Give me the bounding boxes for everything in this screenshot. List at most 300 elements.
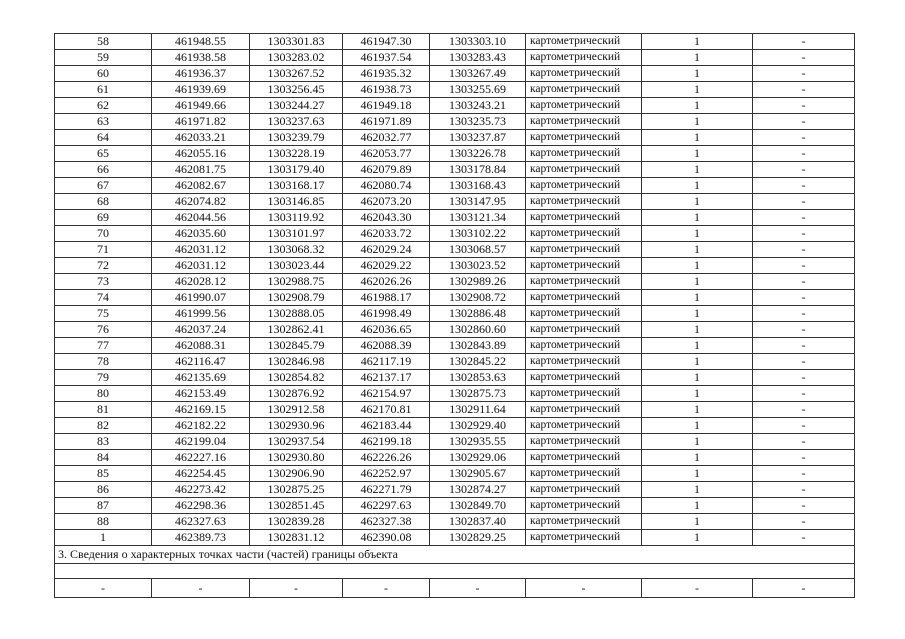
dash-cell: - [526, 579, 642, 598]
accuracy-value: 1 [642, 370, 753, 386]
y-coordinate-refined: 1303243.21 [430, 98, 526, 114]
dash-cell: - [152, 579, 250, 598]
determination-method: картометрический [526, 530, 642, 546]
table-row [55, 178, 855, 194]
x-coordinate-existing: 461990.07 [152, 290, 250, 306]
table-row [55, 482, 855, 498]
note-value: - [753, 162, 855, 178]
note-value: - [753, 418, 855, 434]
y-coordinate-existing: 1302988.75 [250, 274, 343, 290]
y-coordinate-refined: 1303068.57 [430, 242, 526, 258]
x-coordinate-refined: 462026.26 [343, 274, 430, 290]
note-value: - [753, 98, 855, 114]
determination-method: картометрический [526, 290, 642, 306]
y-coordinate-existing: 1303146.85 [250, 194, 343, 210]
y-coordinate-refined: 1303121.34 [430, 210, 526, 226]
y-coordinate-refined: 1303226.78 [430, 146, 526, 162]
table-row [55, 50, 855, 66]
point-number: 69 [55, 210, 152, 226]
point-number: 86 [55, 482, 152, 498]
accuracy-value: 1 [642, 530, 753, 546]
determination-method: картометрический [526, 434, 642, 450]
accuracy-value: 1 [642, 210, 753, 226]
note-value: - [753, 386, 855, 402]
x-coordinate-refined: 462036.65 [343, 322, 430, 338]
note-value: - [753, 338, 855, 354]
accuracy-value: 1 [642, 434, 753, 450]
determination-method: картометрический [526, 498, 642, 514]
x-coordinate-existing: 462081.75 [152, 162, 250, 178]
table-row [55, 322, 855, 338]
y-coordinate-refined: 1303303.10 [430, 34, 526, 50]
dash-cell: - [430, 579, 526, 598]
y-coordinate-existing: 1303267.52 [250, 66, 343, 82]
y-coordinate-refined: 1303283.43 [430, 50, 526, 66]
accuracy-value: 1 [642, 242, 753, 258]
x-coordinate-refined: 461949.18 [343, 98, 430, 114]
table-row [55, 274, 855, 290]
y-coordinate-existing: 1303239.79 [250, 130, 343, 146]
table-row [55, 114, 855, 130]
point-number: 85 [55, 466, 152, 482]
y-coordinate-refined: 1303168.43 [430, 178, 526, 194]
point-number: 1 [55, 530, 152, 546]
determination-method: картометрический [526, 194, 642, 210]
accuracy-value: 1 [642, 498, 753, 514]
x-coordinate-refined: 462327.38 [343, 514, 430, 530]
y-coordinate-refined: 1302911.64 [430, 402, 526, 418]
dash-cell: - [343, 579, 430, 598]
y-coordinate-refined: 1302929.40 [430, 418, 526, 434]
y-coordinate-refined: 1303023.52 [430, 258, 526, 274]
x-coordinate-existing: 462044.56 [152, 210, 250, 226]
determination-method: картометрический [526, 242, 642, 258]
point-number: 70 [55, 226, 152, 242]
x-coordinate-refined: 462154.97 [343, 386, 430, 402]
y-coordinate-existing: 1303068.32 [250, 242, 343, 258]
determination-method: картометрический [526, 354, 642, 370]
table-row [55, 34, 855, 50]
y-coordinate-existing: 1303228.19 [250, 146, 343, 162]
section-3-row [55, 546, 855, 564]
x-coordinate-existing: 461949.66 [152, 98, 250, 114]
x-coordinate-existing: 462116.47 [152, 354, 250, 370]
point-number: 79 [55, 370, 152, 386]
accuracy-value: 1 [642, 82, 753, 98]
accuracy-value: 1 [642, 274, 753, 290]
table-row [55, 386, 855, 402]
x-coordinate-refined: 461998.49 [343, 306, 430, 322]
accuracy-value: 1 [642, 98, 753, 114]
determination-method: картометрический [526, 418, 642, 434]
y-coordinate-existing: 1302930.80 [250, 450, 343, 466]
x-coordinate-refined: 462080.74 [343, 178, 430, 194]
y-coordinate-refined: 1303267.49 [430, 66, 526, 82]
y-coordinate-refined: 1302845.22 [430, 354, 526, 370]
y-coordinate-existing: 1302846.98 [250, 354, 343, 370]
table-row [55, 258, 855, 274]
determination-method: картометрический [526, 450, 642, 466]
note-value: - [753, 114, 855, 130]
y-coordinate-existing: 1303301.83 [250, 34, 343, 50]
accuracy-value: 1 [642, 418, 753, 434]
note-value: - [753, 146, 855, 162]
table-row [55, 130, 855, 146]
y-coordinate-refined: 1302843.89 [430, 338, 526, 354]
y-coordinate-existing: 1303256.45 [250, 82, 343, 98]
x-coordinate-refined: 462029.24 [343, 242, 430, 258]
y-coordinate-existing: 1303237.63 [250, 114, 343, 130]
note-value: - [753, 322, 855, 338]
x-coordinate-refined: 462088.39 [343, 338, 430, 354]
accuracy-value: 1 [642, 130, 753, 146]
table-row [55, 98, 855, 114]
table-row [55, 418, 855, 434]
y-coordinate-existing: 1302908.79 [250, 290, 343, 306]
x-coordinate-existing: 462227.16 [152, 450, 250, 466]
y-coordinate-existing: 1302906.90 [250, 466, 343, 482]
accuracy-value: 1 [642, 50, 753, 66]
point-number: 76 [55, 322, 152, 338]
y-coordinate-refined: 1302875.73 [430, 386, 526, 402]
note-value: - [753, 258, 855, 274]
x-coordinate-existing: 462199.04 [152, 434, 250, 450]
x-coordinate-existing: 462031.12 [152, 242, 250, 258]
note-value: - [753, 82, 855, 98]
determination-method: картометрический [526, 114, 642, 130]
note-value: - [753, 66, 855, 82]
table-row [55, 370, 855, 386]
accuracy-value: 1 [642, 450, 753, 466]
y-coordinate-refined: 1302849.70 [430, 498, 526, 514]
accuracy-value: 1 [642, 386, 753, 402]
accuracy-value: 1 [642, 194, 753, 210]
x-coordinate-refined: 462033.72 [343, 226, 430, 242]
table-row [55, 146, 855, 162]
x-coordinate-existing: 462055.16 [152, 146, 250, 162]
point-number: 77 [55, 338, 152, 354]
point-number: 61 [55, 82, 152, 98]
determination-method: картометрический [526, 82, 642, 98]
note-value: - [753, 290, 855, 306]
table-row [55, 530, 855, 546]
x-coordinate-existing: 462074.82 [152, 194, 250, 210]
note-value: - [753, 402, 855, 418]
accuracy-value: 1 [642, 402, 753, 418]
x-coordinate-existing: 461936.37 [152, 66, 250, 82]
note-value: - [753, 450, 855, 466]
x-coordinate-refined: 462029.22 [343, 258, 430, 274]
determination-method: картометрический [526, 482, 642, 498]
y-coordinate-refined: 1302886.48 [430, 306, 526, 322]
y-coordinate-existing: 1303244.27 [250, 98, 343, 114]
document-page [54, 33, 854, 598]
determination-method: картометрический [526, 146, 642, 162]
determination-method: картометрический [526, 306, 642, 322]
x-coordinate-refined: 462390.08 [343, 530, 430, 546]
accuracy-value: 1 [642, 466, 753, 482]
determination-method: картометрический [526, 50, 642, 66]
y-coordinate-existing: 1302845.79 [250, 338, 343, 354]
y-coordinate-existing: 1303283.02 [250, 50, 343, 66]
x-coordinate-refined: 462170.81 [343, 402, 430, 418]
section-3-title: 3. Сведения о характерных точках части (частей) границы объекта [55, 546, 855, 564]
x-coordinate-existing: 462082.67 [152, 178, 250, 194]
table-row [55, 306, 855, 322]
accuracy-value: 1 [642, 226, 753, 242]
note-value: - [753, 530, 855, 546]
determination-method: картометрический [526, 514, 642, 530]
point-number: 78 [55, 354, 152, 370]
y-coordinate-existing: 1303168.17 [250, 178, 343, 194]
x-coordinate-refined: 462183.44 [343, 418, 430, 434]
y-coordinate-existing: 1302876.92 [250, 386, 343, 402]
table-row [55, 162, 855, 178]
note-value: - [753, 466, 855, 482]
x-coordinate-existing: 462327.63 [152, 514, 250, 530]
x-coordinate-refined: 462137.17 [343, 370, 430, 386]
y-coordinate-refined: 1303235.73 [430, 114, 526, 130]
x-coordinate-refined: 462117.19 [343, 354, 430, 370]
note-value: - [753, 498, 855, 514]
y-coordinate-existing: 1302839.28 [250, 514, 343, 530]
accuracy-value: 1 [642, 354, 753, 370]
x-coordinate-existing: 462031.12 [152, 258, 250, 274]
note-value: - [753, 354, 855, 370]
y-coordinate-existing: 1302862.41 [250, 322, 343, 338]
coordinates-table-body [55, 34, 855, 546]
x-coordinate-refined: 462271.79 [343, 482, 430, 498]
accuracy-value: 1 [642, 66, 753, 82]
y-coordinate-refined: 1302853.63 [430, 370, 526, 386]
accuracy-value: 1 [642, 514, 753, 530]
x-coordinate-existing: 461999.56 [152, 306, 250, 322]
accuracy-value: 1 [642, 146, 753, 162]
x-coordinate-existing: 461971.82 [152, 114, 250, 130]
determination-method: картометрический [526, 178, 642, 194]
y-coordinate-existing: 1302854.82 [250, 370, 343, 386]
table-row [55, 450, 855, 466]
accuracy-value: 1 [642, 34, 753, 50]
y-coordinate-existing: 1303179.40 [250, 162, 343, 178]
x-coordinate-existing: 462028.12 [152, 274, 250, 290]
y-coordinate-refined: 1302908.72 [430, 290, 526, 306]
determination-method: картометрический [526, 322, 642, 338]
x-coordinate-existing: 462389.73 [152, 530, 250, 546]
accuracy-value: 1 [642, 290, 753, 306]
x-coordinate-refined: 462226.26 [343, 450, 430, 466]
x-coordinate-existing: 462033.21 [152, 130, 250, 146]
accuracy-value: 1 [642, 162, 753, 178]
determination-method: картометрический [526, 66, 642, 82]
determination-method: картометрический [526, 34, 642, 50]
accuracy-value: 1 [642, 306, 753, 322]
point-number: 74 [55, 290, 152, 306]
point-number: 84 [55, 450, 152, 466]
x-coordinate-refined: 461988.17 [343, 290, 430, 306]
point-number: 87 [55, 498, 152, 514]
table-row [55, 434, 855, 450]
table-row [55, 82, 855, 98]
point-number: 88 [55, 514, 152, 530]
x-coordinate-refined: 462079.89 [343, 162, 430, 178]
note-value: - [753, 210, 855, 226]
determination-method: картометрический [526, 98, 642, 114]
note-value: - [753, 178, 855, 194]
y-coordinate-existing: 1302831.12 [250, 530, 343, 546]
y-coordinate-refined: 1302929.06 [430, 450, 526, 466]
x-coordinate-existing: 462153.49 [152, 386, 250, 402]
point-number: 81 [55, 402, 152, 418]
note-value: - [753, 242, 855, 258]
table-row [55, 498, 855, 514]
note-value: - [753, 370, 855, 386]
x-coordinate-existing: 462182.22 [152, 418, 250, 434]
determination-method: картометрический [526, 210, 642, 226]
determination-method: картометрический [526, 386, 642, 402]
y-coordinate-refined: 1303255.69 [430, 82, 526, 98]
dash-cell: - [55, 579, 152, 598]
y-coordinate-refined: 1302860.60 [430, 322, 526, 338]
x-coordinate-existing: 462037.24 [152, 322, 250, 338]
y-coordinate-refined: 1302935.55 [430, 434, 526, 450]
accuracy-value: 1 [642, 338, 753, 354]
x-coordinate-existing: 461939.69 [152, 82, 250, 98]
x-coordinate-refined: 462032.77 [343, 130, 430, 146]
accuracy-value: 1 [642, 114, 753, 130]
point-number: 72 [55, 258, 152, 274]
y-coordinate-refined: 1303102.22 [430, 226, 526, 242]
table-row [55, 194, 855, 210]
x-coordinate-existing: 461938.58 [152, 50, 250, 66]
dash-cell: - [642, 579, 753, 598]
y-coordinate-refined: 1302837.40 [430, 514, 526, 530]
point-number: 60 [55, 66, 152, 82]
dash-cell: - [250, 579, 343, 598]
x-coordinate-refined: 462252.97 [343, 466, 430, 482]
x-coordinate-refined: 461938.73 [343, 82, 430, 98]
section-3-dash-row [55, 579, 855, 598]
x-coordinate-refined: 462297.63 [343, 498, 430, 514]
determination-method: картометрический [526, 370, 642, 386]
x-coordinate-refined: 461947.30 [343, 34, 430, 50]
y-coordinate-existing: 1302937.54 [250, 434, 343, 450]
y-coordinate-refined: 1302989.26 [430, 274, 526, 290]
note-value: - [753, 514, 855, 530]
point-number: 67 [55, 178, 152, 194]
y-coordinate-refined: 1303237.87 [430, 130, 526, 146]
y-coordinate-existing: 1302875.25 [250, 482, 343, 498]
table-row [55, 466, 855, 482]
table-row [55, 210, 855, 226]
note-value: - [753, 130, 855, 146]
y-coordinate-existing: 1303101.97 [250, 226, 343, 242]
note-value: - [753, 434, 855, 450]
note-value: - [753, 306, 855, 322]
point-number: 64 [55, 130, 152, 146]
note-value: - [753, 50, 855, 66]
point-number: 75 [55, 306, 152, 322]
determination-method: картометрический [526, 402, 642, 418]
table-row [55, 354, 855, 370]
determination-method: картометрический [526, 274, 642, 290]
determination-method: картометрический [526, 162, 642, 178]
y-coordinate-refined: 1303178.84 [430, 162, 526, 178]
note-value: - [753, 274, 855, 290]
y-coordinate-existing: 1303023.44 [250, 258, 343, 274]
x-coordinate-refined: 462043.30 [343, 210, 430, 226]
determination-method: картометрический [526, 130, 642, 146]
point-number: 83 [55, 434, 152, 450]
accuracy-value: 1 [642, 482, 753, 498]
accuracy-value: 1 [642, 322, 753, 338]
x-coordinate-refined: 461971.89 [343, 114, 430, 130]
point-number: 82 [55, 418, 152, 434]
note-value: - [753, 194, 855, 210]
table-row [55, 338, 855, 354]
point-number: 65 [55, 146, 152, 162]
x-coordinate-existing: 462035.60 [152, 226, 250, 242]
point-number: 71 [55, 242, 152, 258]
y-coordinate-refined: 1302829.25 [430, 530, 526, 546]
y-coordinate-refined: 1303147.95 [430, 194, 526, 210]
x-coordinate-refined: 462053.77 [343, 146, 430, 162]
point-number: 68 [55, 194, 152, 210]
table-row [55, 226, 855, 242]
x-coordinate-existing: 462254.45 [152, 466, 250, 482]
point-number: 63 [55, 114, 152, 130]
determination-method: картометрический [526, 338, 642, 354]
x-coordinate-existing: 462135.69 [152, 370, 250, 386]
table-row [55, 514, 855, 530]
determination-method: картометрический [526, 258, 642, 274]
accuracy-value: 1 [642, 178, 753, 194]
table-row [55, 242, 855, 258]
point-number: 66 [55, 162, 152, 178]
note-value: - [753, 482, 855, 498]
point-number: 62 [55, 98, 152, 114]
y-coordinate-existing: 1302851.45 [250, 498, 343, 514]
note-value: - [753, 34, 855, 50]
accuracy-value: 1 [642, 258, 753, 274]
x-coordinate-refined: 462073.20 [343, 194, 430, 210]
x-coordinate-existing: 462273.42 [152, 482, 250, 498]
determination-method: картометрический [526, 466, 642, 482]
x-coordinate-existing: 461948.55 [152, 34, 250, 50]
y-coordinate-refined: 1302874.27 [430, 482, 526, 498]
y-coordinate-existing: 1303119.92 [250, 210, 343, 226]
coordinates-table [54, 33, 855, 598]
point-number: 59 [55, 50, 152, 66]
section-3-header-cell [55, 564, 855, 579]
table-row [55, 66, 855, 82]
determination-method: картометрический [526, 226, 642, 242]
x-coordinate-refined: 461935.32 [343, 66, 430, 82]
x-coordinate-existing: 462088.31 [152, 338, 250, 354]
table-row [55, 290, 855, 306]
point-number: 58 [55, 34, 152, 50]
dash-cell: - [753, 579, 855, 598]
y-coordinate-existing: 1302930.96 [250, 418, 343, 434]
point-number: 73 [55, 274, 152, 290]
note-value: - [753, 226, 855, 242]
y-coordinate-existing: 1302912.58 [250, 402, 343, 418]
x-coordinate-existing: 462298.36 [152, 498, 250, 514]
y-coordinate-existing: 1302888.05 [250, 306, 343, 322]
section-3-header-row [55, 564, 855, 579]
x-coordinate-refined: 461937.54 [343, 50, 430, 66]
point-number: 80 [55, 386, 152, 402]
